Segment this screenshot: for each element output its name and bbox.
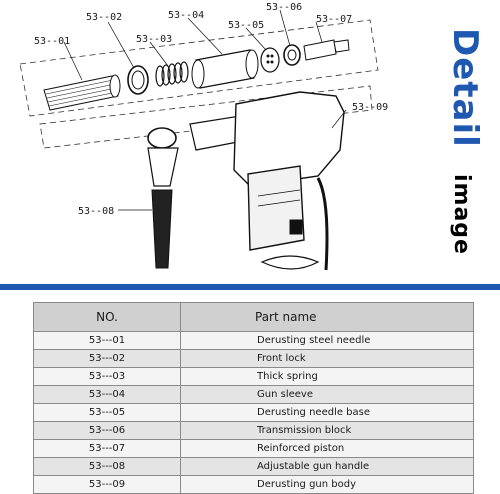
transmission-block-icon (284, 45, 300, 65)
table-row (34, 332, 474, 350)
table-header-row (34, 303, 474, 332)
callout-53-06: 53--06 (266, 2, 303, 13)
parts-table-container (33, 302, 474, 490)
callout-53-09: 53--09 (352, 102, 389, 113)
callout-53-07: 53--07 (316, 14, 353, 25)
part-name: Front lock (181, 350, 474, 368)
table-row (34, 422, 474, 440)
parts-table (33, 302, 474, 494)
part-number: 53---08 (34, 458, 181, 476)
part-name: Transmission block (181, 422, 474, 440)
piston-icon (304, 40, 349, 60)
callout-53-05: 53--05 (228, 20, 265, 31)
gun-body-icon (190, 92, 344, 270)
part-number: 53---01 (34, 332, 181, 350)
part-name: Derusting gun body (181, 476, 474, 494)
gun-sleeve-icon (192, 50, 258, 88)
callout-53-01: 53--01 (34, 36, 71, 47)
part-number: 53---04 (34, 386, 181, 404)
side-title (428, 22, 498, 255)
part-name: Derusting steel needle (181, 332, 474, 350)
part-number: 53---05 (34, 404, 181, 422)
part-name: Gun sleeve (181, 386, 474, 404)
part-number: 53---06 (34, 422, 181, 440)
part-number: 53---02 (34, 350, 181, 368)
header-part-name: Part name (181, 303, 474, 332)
table-row (34, 350, 474, 368)
front-lock-icon (128, 66, 148, 94)
table-row (34, 386, 474, 404)
part-name: Reinforced piston (181, 440, 474, 458)
gun-handle-icon (148, 128, 178, 268)
callout-53-04: 53--04 (168, 10, 205, 21)
blue-divider (0, 284, 500, 290)
needle-bundle-icon (44, 75, 120, 110)
callout-53-08: 53--08 (78, 206, 115, 217)
callout-53-02: 53--02 (86, 12, 123, 23)
table-row (34, 440, 474, 458)
part-name: Thick spring (181, 368, 474, 386)
part-name: Adjustable gun handle (181, 458, 474, 476)
part-number: 53---07 (34, 440, 181, 458)
part-name: Derusting needle base (181, 404, 474, 422)
table-row (34, 368, 474, 386)
title-detail: Detail (445, 28, 485, 148)
table-row (34, 458, 474, 476)
spring-icon (156, 62, 188, 86)
table-row (34, 404, 474, 422)
callout-53-03: 53--03 (136, 34, 173, 45)
needle-base-icon (261, 48, 279, 72)
title-image: image (449, 174, 474, 255)
part-number: 53---09 (34, 476, 181, 494)
part-number: 53---03 (34, 368, 181, 386)
header-no: NO. (34, 303, 181, 332)
exploded-parts-diagram (0, 0, 430, 285)
